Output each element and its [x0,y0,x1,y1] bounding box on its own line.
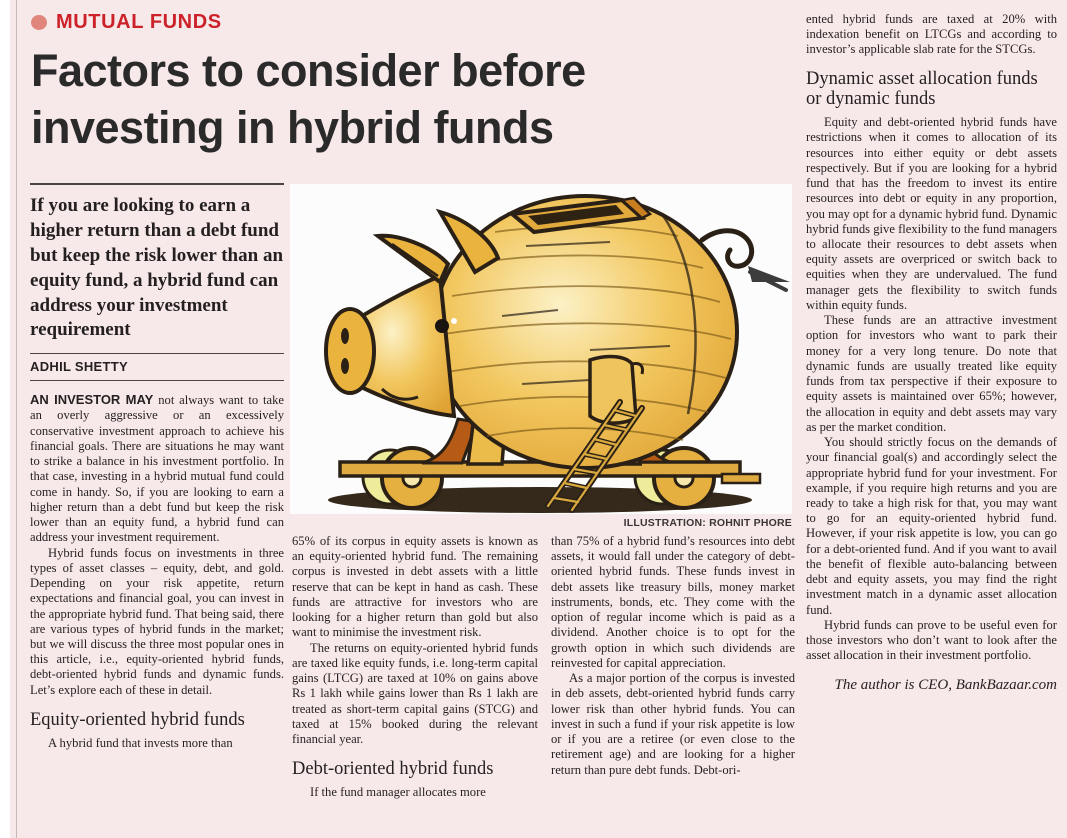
headline-line-2: investing in hybrid funds [31,102,554,154]
article-paragraph: 65% of its corpus in equity assets is known as an equity-oriented hybrid fund. The remaining corpus is invested in debt assets with a little reserve that can be kept in hand as cash. These funds are attractive for investors who are looking for a higher return than gold but also want to minimise the investment risk. [292,534,538,640]
article-paragraph: Hybrid funds focus on investments in three types of asset classes – equity, debt, and gold. Depending on your risk appetite, return expectations and financial goal, you can invest in the appropriate hybrid fund. That being said, there are various types of hybrid funds in the market; but we will discuss the three most popular ones in this article, i.e., equity-oriented hybrid funds, debt-oriented hybrid funds and dynamic funds. Let’s explore each of these in detail. [30,545,284,697]
article-paragraph: If the fund manager allocates more [310,785,486,799]
column-1 [30,183,284,831]
section-heading-equity: Equity-oriented hybrid funds [30,709,245,730]
lead-in: AN INVESTOR MAY [30,392,154,408]
piggy-bank-svg [290,184,792,514]
section-heading-debt: Debt-oriented hybrid funds [292,759,494,780]
byline: ADHIL SHETTY [30,353,284,381]
article-paragraph: These funds are an attractive investment option for investors who want to park their money for a very long tenure. Do note that dynamic funds are usually treated like equity funds from tax perspective if their exposure to equity assets is maintained over 65%; however, the allocation in equity and debt assets may vary as per the market condition. [806,313,1057,434]
illustration-credit: ILLUSTRATION: ROHNIT PHORE [623,517,792,529]
article-paragraph: The returns on equity-oriented hybrid funds are taxed like equity funds, i.e. long-term capital gains (LTCG) are taxed at 10% on gains above Rs 1 lakh while gains lower than Rs 1 lakh are treated as short-term capital gains (STCG) and taxed at 15% booked during the relevant financial year. [292,640,538,747]
article-paragraph [30,392,284,545]
article-paragraph: You should strictly focus on the demands of your financial goal(s) and accordingly select the appropriate hybrid fund for your investment. For example, if you require high returns and you are ready to take a high risk for that, you may want to go for an equity-oriented hybrid fund. However, if your risk appetite is low, you can go for a debt-oriented fund. And if you want to avail the benefit of flexible auto-balancing between debt and equity assets, you may find the right investment match in a dynamic asset allocation fund. [806,435,1057,617]
piggy-bank-illustration [290,184,792,514]
article-paragraph: Hybrid funds can prove to be useful even for those investors who don’t want to look after the asset allocation in their investment portfolio. [806,617,1057,663]
page-edge-line [16,0,17,838]
bullet-icon [31,15,47,30]
article-paragraph: A hybrid fund that invests more than [48,735,233,750]
standfirst: If you are looking to earn a higher return than a debt fund but keep the risk lower than an equity fund, a hybrid fund can address your investment requirement [30,183,284,343]
page-edge-strip [0,0,10,838]
article-headline [31,42,731,156]
column-4 [806,12,1057,832]
section-label: MUTUAL FUNDS [56,11,222,33]
headline-line-1: Factors to consider before [31,45,586,96]
article-paragraph: ented hybrid funds are taxed at 20% with indexation benefit on LTCGs and according to investor’s applicable slab rate for the STCGs. [806,12,1057,57]
article-paragraph: than 75% of a hybrid fund’s resources into debt assets, it would fall under the category of debt-oriented hybrid funds. These funds invest in debt assets like treasury bills, money market instruments, bonds, etc. They come with the option of regular income which is paid as a dividend. Another choice is to opt for the growth option in which such dividends are reinvested for capital appreciation. [551,534,795,670]
column-3 [551,534,795,834]
paragraph-text: not always want to take an overly aggressive or an excessively conservative investment approach to achieve his financial goals. There are situations he may want to strike a balance in his investment portfolio. In that case, investing in a hybrid mutual fund could come in handy. So, if you are looking to earn a higher return than a debt fund but keep the risk lower than an equity fund, a hybrid fund can address your investment requirement. [30,393,284,545]
section-kicker [31,11,222,34]
article-paragraph: As a major portion of the corpus is invested in deb assets, debt-oriented hybrid funds carry lower risk than other hybrid funds. You can invest in such a fund if your risk appetite is low or if you are a retiree (or even close to the retirement age) and are looking for a higher return than pure debt funds. Debt-ori- [551,671,795,777]
author-credit: The author is CEO, BankBazaar.com [834,676,1057,693]
article-paragraph: Equity and debt-oriented hybrid funds have restrictions when it comes to allocation of its resources into either equity or debt assets respectively. But if you are looking for a hybrid fund that has the freedom to invest its entire resources into debt or equity in any proportion, you may opt for a dynamic hybrid fund. Dynamic hybrid funds give flexibility to the fund managers to allocate their resources to debt assets when equity assets are overpriced or switch back to equities when they are undervalued. The fund manager gets the flexibility to switch funds within equity funds. [806,115,1057,312]
column-2 [292,534,538,834]
section-heading-dynamic: Dynamic asset allocation funds or dynamic funds [806,68,1038,110]
